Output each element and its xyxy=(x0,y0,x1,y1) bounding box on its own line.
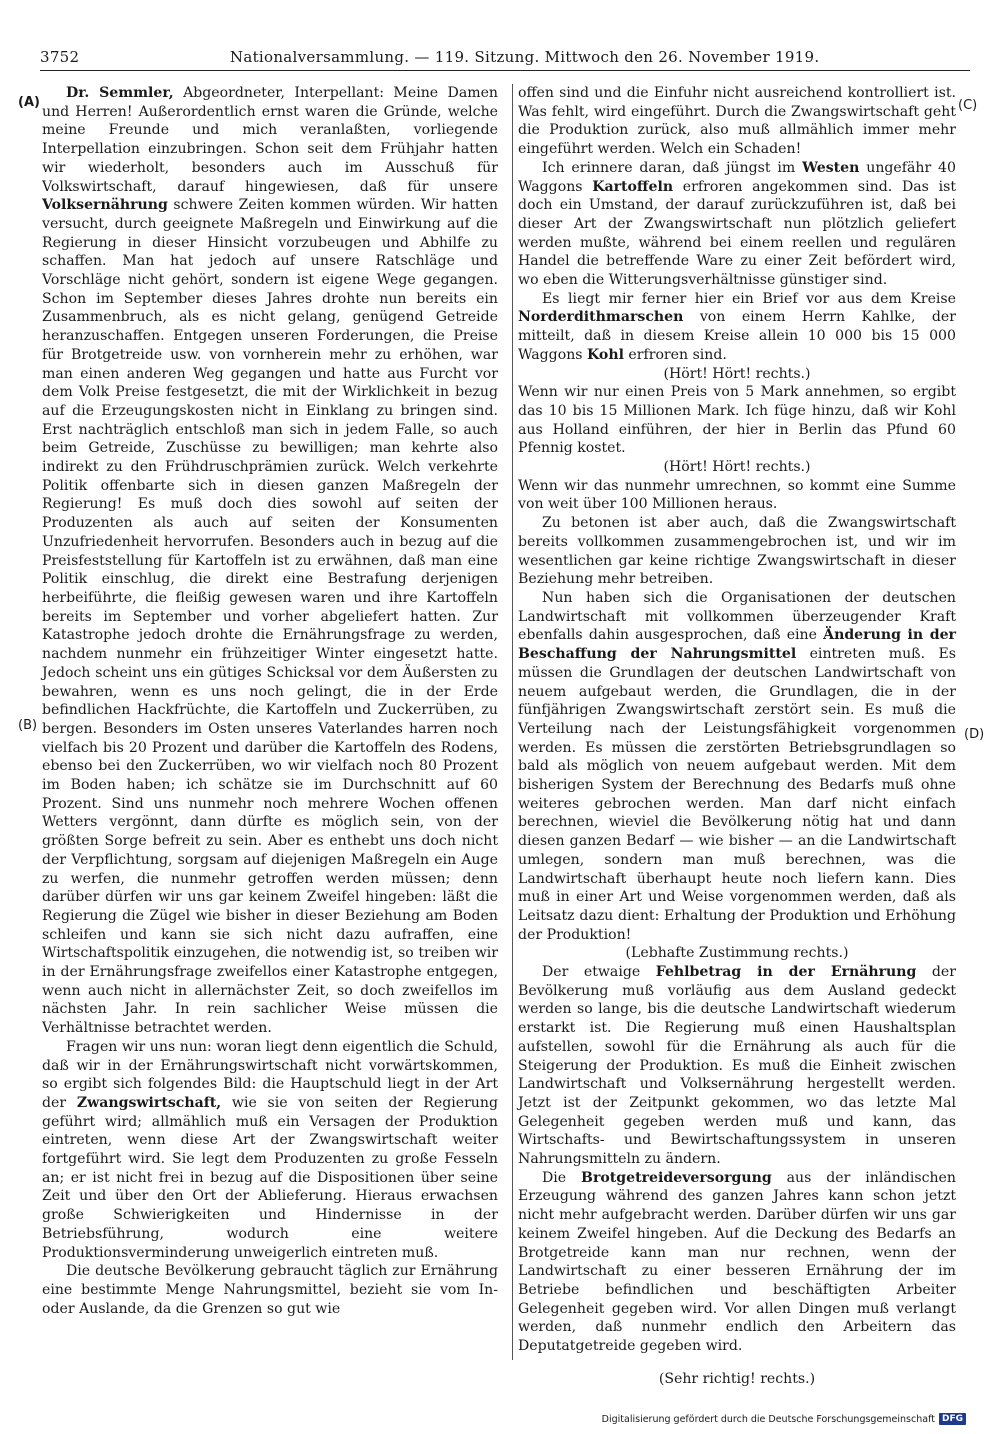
interjection: (Lebhafte Zustimmung rechts.) xyxy=(625,945,849,962)
margin-marker-c: (C) xyxy=(958,98,978,113)
paragraph-text: ungefähr 40 Waggons xyxy=(518,159,956,195)
page-number: 3752 xyxy=(40,48,80,66)
paragraph xyxy=(518,383,956,458)
paragraph-text: erfroren sind. xyxy=(623,346,727,363)
paragraph xyxy=(518,589,956,944)
paragraph xyxy=(518,514,956,589)
emphasis: Zwangswirtschaft, xyxy=(76,1094,222,1111)
right-column xyxy=(518,84,956,1389)
paragraph-text: erfroren angekommen sind. Das ist doch ein Umstand, der darauf zurückzuführen ist, daß bei dieser Art der Zwangswirtschaft nun plötzlich geliefert werden mußte, während bei einem reellen und regulären Handel die betreffende Ware zu einer Zeit befördert wird, wo eben die Witterungsverhältnisse günstiger sind. xyxy=(518,178,956,289)
paragraph-text: Die xyxy=(542,1169,582,1186)
paragraph-text: schwere Zeiten kommen würden. Wir hatten versucht, durch geeignete Maßregeln und Einwirkung auf die Regierung in dieser Hinsicht vorzubeugen und Abhilfe zu schaffen. Man hat jedoch auf unsere Ratschläge und Vorschläge nicht gehört, sondern ist eigene Wege gegangen. Schon im September dieses Jahres drohte nun bereits ein Zusammenbruch, als es nicht gelang, genügend Getreide heranzuschaffen. Entgegen unseren Forderungen, die Preise für Brotgetreide usw. von vornherein mehr zu erhöhen, war man einen anderen Weg gegangen und hatte aus Furcht vor dem Volk Preise festgesetzt, die mit der Wirklichkeit in bezug auf die Erzeugungskosten nicht in Einklang zu bringen sind. Erst nachträglich entschloß man sich in jedem Falle, so auch beim Getreide, Zuschüsse zu bewilligen; man kehrte also indirekt zu den Frühdruschprämien zurück. Welch verkehrte Politik offenbarte sich in diesen ganzen Maßregeln der Regierung! Es muß doch dies sowohl auf seiten der Produzenten als auch auf seiten der Konsumenten Unzufriedenheit hervorrufen. Besonders auch in bezug auf die Preisfeststellung für Kartoffeln ist zu erwähnen, daß man eine Politik einschlug, die direkt eine Bestrafung derjenigen herbeiführte, die fleißig gewesen waren und ihre Kartoffeln bereits im September und vorher abgeliefert hatten. Zur Katastrophe jedoch drohte die Ernährungsfrage zu werden, nachdem nunmehr ein frühzeitiger Winter eingesetzt hatte. Jedoch scheint uns ein gütiges Schicksal vor dem Äußersten zu bewahren, wenn es uns noch gelingt, die in der Erde befindlichen Hackfrüchte, die Kartoffeln und Zuckerrüben, zu bergen. Besonders im Osten unseres Vaterlandes harren noch vielfach bis 20 Prozent und darüber die Kartoffeln des Rodens, ebenso bei den Zuckerrüben, wo wir vielfach noch 80 Prozent im Boden haben; ich schätze sie im Durchschnitt auf 60 Prozent. Sind uns nunmehr noch mehrere Wochen offenen Wetters vergönnt, dann dürfte es möglich sein, von der größten Sorge befreit zu sein. Aber es enthebt uns doch nicht der Verpflichtung, sorgsam auf diejenigen Maßregeln ein Auge zu werfen, die nunmehr getroffen werden müssen; denn darüber dürfen wir uns gar keinem Zweifel hingeben: läßt die Regierung die Zügel wie bisher in dieser Beziehung am Boden schleifen und kann sie sich nicht dazu aufraffen, eine Wirtschaftspolitik einzugehen, die notwendig ist, so treiben wir in der Ernährungsfrage zweifellos einer Katastrophe entgegen, wenn auch nicht in allernächster Zeit, so doch zweifellos im nächsten Jahr. In rein sachlicher Weise müssen die Verhältnisse betrachtet werden. xyxy=(42,197,498,1037)
margin-marker-d: (D) xyxy=(964,727,985,742)
dfg-logo-icon: DFG xyxy=(939,1413,966,1425)
interjection: (Hört! Hört! rechts.) xyxy=(663,459,811,476)
emphasis: Westen xyxy=(802,159,860,176)
paragraph-text: wie sie von seiten der Regierung geführt wird; allmählich muß ein Versagen der Produktion eintreten, wenn diese Art der Zwangswirtschaft weiter fortgeführt wird. Sie legt dem Produzenten zu große Fesseln an; er ist nicht frei in bezug auf die Dispositionen über seine Zeit und über den Ort der Ablieferung. Hieraus erwachsen große Schwierigkeiten und Hindernisse in der Betriebsführung, wodurch eine weitere Produktionsverminderung unweigerlich eintreten muß. xyxy=(42,1094,498,1261)
emphasis: Volksernährung xyxy=(42,197,168,214)
paragraph xyxy=(518,477,956,514)
paragraph-text: Wenn wir nur einen Preis von 5 Mark annehmen, so ergibt das 10 bis 15 Millionen Mark. Ich füge hinzu, daß wir Kohl aus Holland einführen, der hier in Berlin das Pfund 60 Pfennig kostet. xyxy=(518,384,956,457)
paragraph xyxy=(42,84,498,1038)
emphasis: Änderung in der Beschaffung der Nahrungsmittel xyxy=(518,627,956,663)
credit-text: Digitalisierung gefördert durch die Deutsche Forschungsgemeinschaft xyxy=(601,1413,935,1425)
paragraph-text: Zu betonen ist aber auch, daß die Zwangswirtschaft bereits vollkommen zusammengebrochen ist, und wir im wesentlichen gar keine richtige Zwangswirtschaft in dieser Beziehung mehr betreiben. xyxy=(518,515,956,588)
speaker-name: Dr. Semmler, xyxy=(66,85,174,101)
margin-marker-a: (A) xyxy=(18,95,40,110)
emphasis: Kohl xyxy=(586,346,624,363)
paragraph-text: eintreten muß. Es müssen die Grundlagen der deutschen Landwirtschaft von neuem aufgebaut werden, die Grundlagen, die in der fünfjährigen Zwangswirtschaft zerstört sein. Es muß die Verteilung nach der Leistungsfähigkeit vorgenommen werden. Es müssen die zerstörten Betriebsgrundlagen so bald als möglich von neuem aufgebaut werden. Mit dem bisherigen System der Berechnung des Bedarfs muß ohne weiteres gebrochen werden. Man darf nicht einfach berechnen, wieviel die Bevölkerung nötig hat und dann diesen ganzen Bedarf — wie bisher — an die Landwirtschaft umlegen, sondern man muß berechnen, was die Landwirtschaft überhaupt heute noch liefern kann. Dies muß in einer Art und Weise vorgenommen werden, daß als Leitsatz dazu dient: Erhaltung der Produktion und Erhöhung der Produktion! xyxy=(518,646,956,943)
paragraph-text: offen sind und die Einfuhr nicht ausreichend kontrolliert ist. Was fehlt, wird eingeführt. Durch die Zwangswirtschaft geht die Produktion zurück, also muß allmählich immer mehr eingeführt werden. Welch ein Schaden! xyxy=(518,85,956,158)
emphasis: Kartoffeln xyxy=(592,178,674,195)
paragraph xyxy=(518,1169,956,1356)
paragraph-text: aus der inländischen Erzeugung während des ganzen Jahres kann schon jetzt nicht mehr aufgebracht werden. Darüber dürfen wir uns gar keinem Zweifel hingeben. Auf die Deckung des Bedarfs an Brotgetreide kann man nur rechnen, wenn der Landwirtschaft zu einer besseren Ernährung der im Betriebe befindlichen und beschäftigten Arbeiter Gelegenheit gegeben wird. Vor allen Dingen muß verlangt werden, daß nunmehr endlich den Arbeitern das Deputatgetreide gegeben wird. xyxy=(518,1169,956,1355)
margin-marker-b: (B) xyxy=(18,718,38,733)
paragraph-text: Der etwaige xyxy=(542,964,656,981)
paragraph-text: der Bevölkerung muß vorläufig aus dem Ausland gedeckt werden so lange, bis die deutsche Landwirtschaft wiederum erstarkt ist. Die Regierung muß einen Haushaltsplan aufstellen, sowohl für die Ernährung als auch für die Steigerung der Produktion. Es muß die Einheit zwischen Landwirtschaft und Volksernährung hergestellt werden. Jetzt ist der Zeitpunkt gekommen, wo das letzte Mal Gelegenheit gegeben werden muß und kann, das Wirtschafts- und Bewirtschaftungssystem in unseren Nahrungsmitteln zu ändern. xyxy=(518,964,956,1168)
paragraph xyxy=(518,963,956,1169)
paragraph xyxy=(518,290,956,365)
interjection: (Hört! Hört! rechts.) xyxy=(663,365,811,382)
paragraph-text: Fragen wir uns nun: woran liegt denn eigentlich die Schuld, daß wir in der Ernährungswirtschaft nicht vorwärtskommen, so ergibt sich folgendes Bild: die Hauptschuld liegt in der Art der xyxy=(42,1038,498,1111)
emphasis: Fehlbetrag in der Ernährung xyxy=(655,964,917,981)
emphasis: Brotgetreideversorgung xyxy=(581,1169,772,1186)
paragraph-text: Die deutsche Bevölkerung gebraucht täglich zur Ernährung eine bestimmte Menge Nahrungsmittel, bezieht sie vom In- oder Auslande, da die Grenzen so gut wie xyxy=(42,1263,498,1317)
header-rule xyxy=(40,70,970,71)
page-running-title: Nationalversammlung. — 119. Sitzung. Mittwoch den 26. November 1919. xyxy=(229,48,820,66)
interjection: (Sehr richtig! rechts.) xyxy=(658,1370,816,1387)
paragraph-text: Ich erinnere daran, daß jüngst im xyxy=(542,159,803,176)
paragraph xyxy=(42,1262,498,1318)
paragraph-text: Nun haben sich die Organisationen der deutschen Landwirtschaft mit vollkommen überzeugender Kraft ebenfalls dahin ausgesprochen, daß eine xyxy=(518,589,956,644)
page-header xyxy=(40,44,970,70)
emphasis: Norderdithmarschen xyxy=(518,309,684,326)
paragraph xyxy=(518,84,956,159)
paragraph-text: Es liegt mir ferner hier ein Brief vor aus dem Kreise xyxy=(542,290,956,307)
digitization-credit xyxy=(602,1413,966,1425)
paragraph-text: Abgeordneter, Interpellant: Meine Damen und Herren! Außerordentlich ernst waren die Gründe, welche meine Freunde und mich veranlaßten, vorliegende Interpellation einzubringen. Schon seit dem Frühjahr hatten wir wiederholt, besonders auch im Ausschuß für Volkswirtschaft, darauf hingewiesen, daß für unsere xyxy=(42,85,499,195)
left-column xyxy=(42,84,498,1318)
paragraph-text: Wenn wir das nunmehr umrechnen, so kommt eine Summe von weit über 100 Millionen heraus. xyxy=(518,477,956,513)
paragraph xyxy=(42,1038,498,1262)
paragraph xyxy=(518,159,956,290)
column-divider xyxy=(512,84,513,1360)
paragraph-text: von einem Herrn Kahlke, der mitteilt, daß in diesem Kreise allein 10 000 bis 15 000 Waggons xyxy=(518,309,956,363)
